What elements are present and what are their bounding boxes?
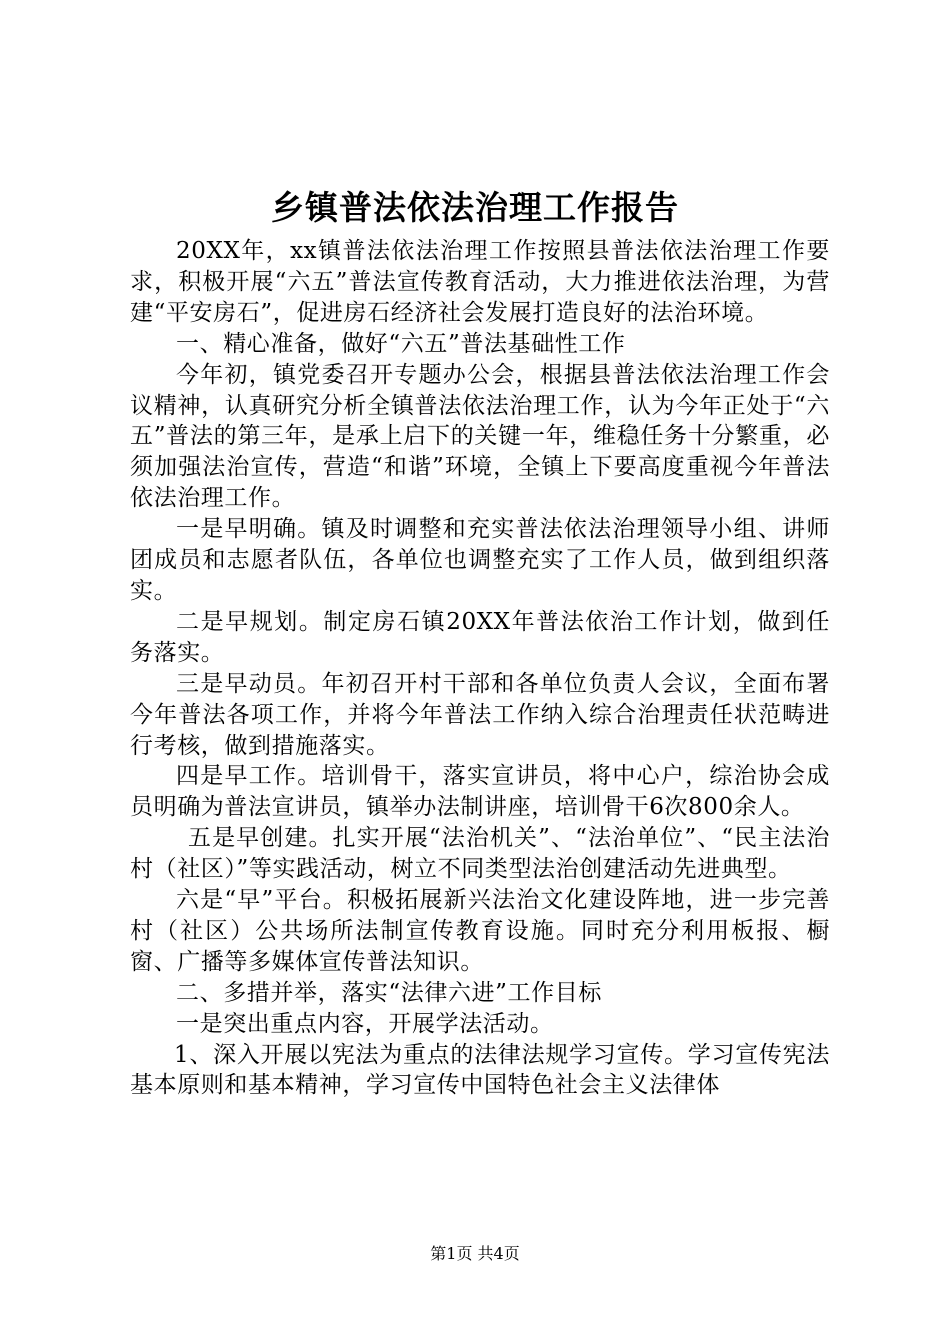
sub-heading: 一是突出重点内容，开展学法活动。 [176, 1010, 554, 1037]
paragraph: 三是早动员。年初召开村干部和各单位负责人会议，全面布署今年普法各项工作，并将今年普法工作纳入综合治理责任状范畴进行考核，做到措施落实。 [130, 670, 830, 759]
paragraph-intro: 20XX年，xx镇普法依法治理工作按照县普法依法治理工作要求，积极开展“六五”普法宣传教育活动，大力推进依法治理，为营建“平安房石”，促进房石经济社会发展打造良好的法治环境。 [130, 238, 830, 326]
document-body [130, 236, 830, 1101]
paragraph: 今年初，镇党委召开专题办公会，根据县普法依法治理工作会议精神，认真研究分析全镇普法依法治理工作，认为今年正处于“六五”普法的第三年，是承上启下的关键一年，维稳任务十分繁重，必须加强法治宣传，营造“和谐”环境，全镇上下要高度重视今年普法依法治理工作。 [130, 361, 830, 512]
paragraph: 1、深入开展以宪法为重点的法律法规学习宣传。学习宣传宪法基本原则和基本精神，学习宣传中国特色社会主义法律体 [130, 1041, 830, 1099]
paragraph: 六是“早”平台。积极拓展新兴法治文化建设阵地，进一步完善村（社区）公共场所法制宣传教育设施。同时充分利用板报、橱窗、广播等多媒体宣传普法知识。 [130, 887, 830, 975]
paragraph: 四是早工作。培训骨干，落实宣讲员，将中心户，综治协会成员明确为普法宣讲员，镇举办法制讲座，培训骨干6次800余人。 [130, 763, 830, 821]
paragraph: 一是早明确。镇及时调整和充实普法依法治理领导小组、讲师团成员和志愿者队伍，各单位也调整充实了工作人员，做到组织落实。 [130, 516, 830, 604]
document-title: 乡镇普法依法治理工作报告 [271, 188, 679, 227]
section-heading-2: 二、多措并举，落实“法律六进”工作目标 [176, 979, 602, 1006]
page-footer: 第1页 共4页 [430, 1244, 520, 1263]
paragraph: 五是早创建。扎实开展“法治机关”、“法治单位”、“民主法治村（社区）”等实践活动，树立不同类型法治创建活动先进典型。 [130, 825, 830, 883]
paragraph: 二是早规划。制定房石镇20XX年普法依治工作计划，做到任务落实。 [130, 608, 830, 666]
section-heading-1: 一、精心准备，做好“六五”普法基础性工作 [176, 330, 626, 357]
